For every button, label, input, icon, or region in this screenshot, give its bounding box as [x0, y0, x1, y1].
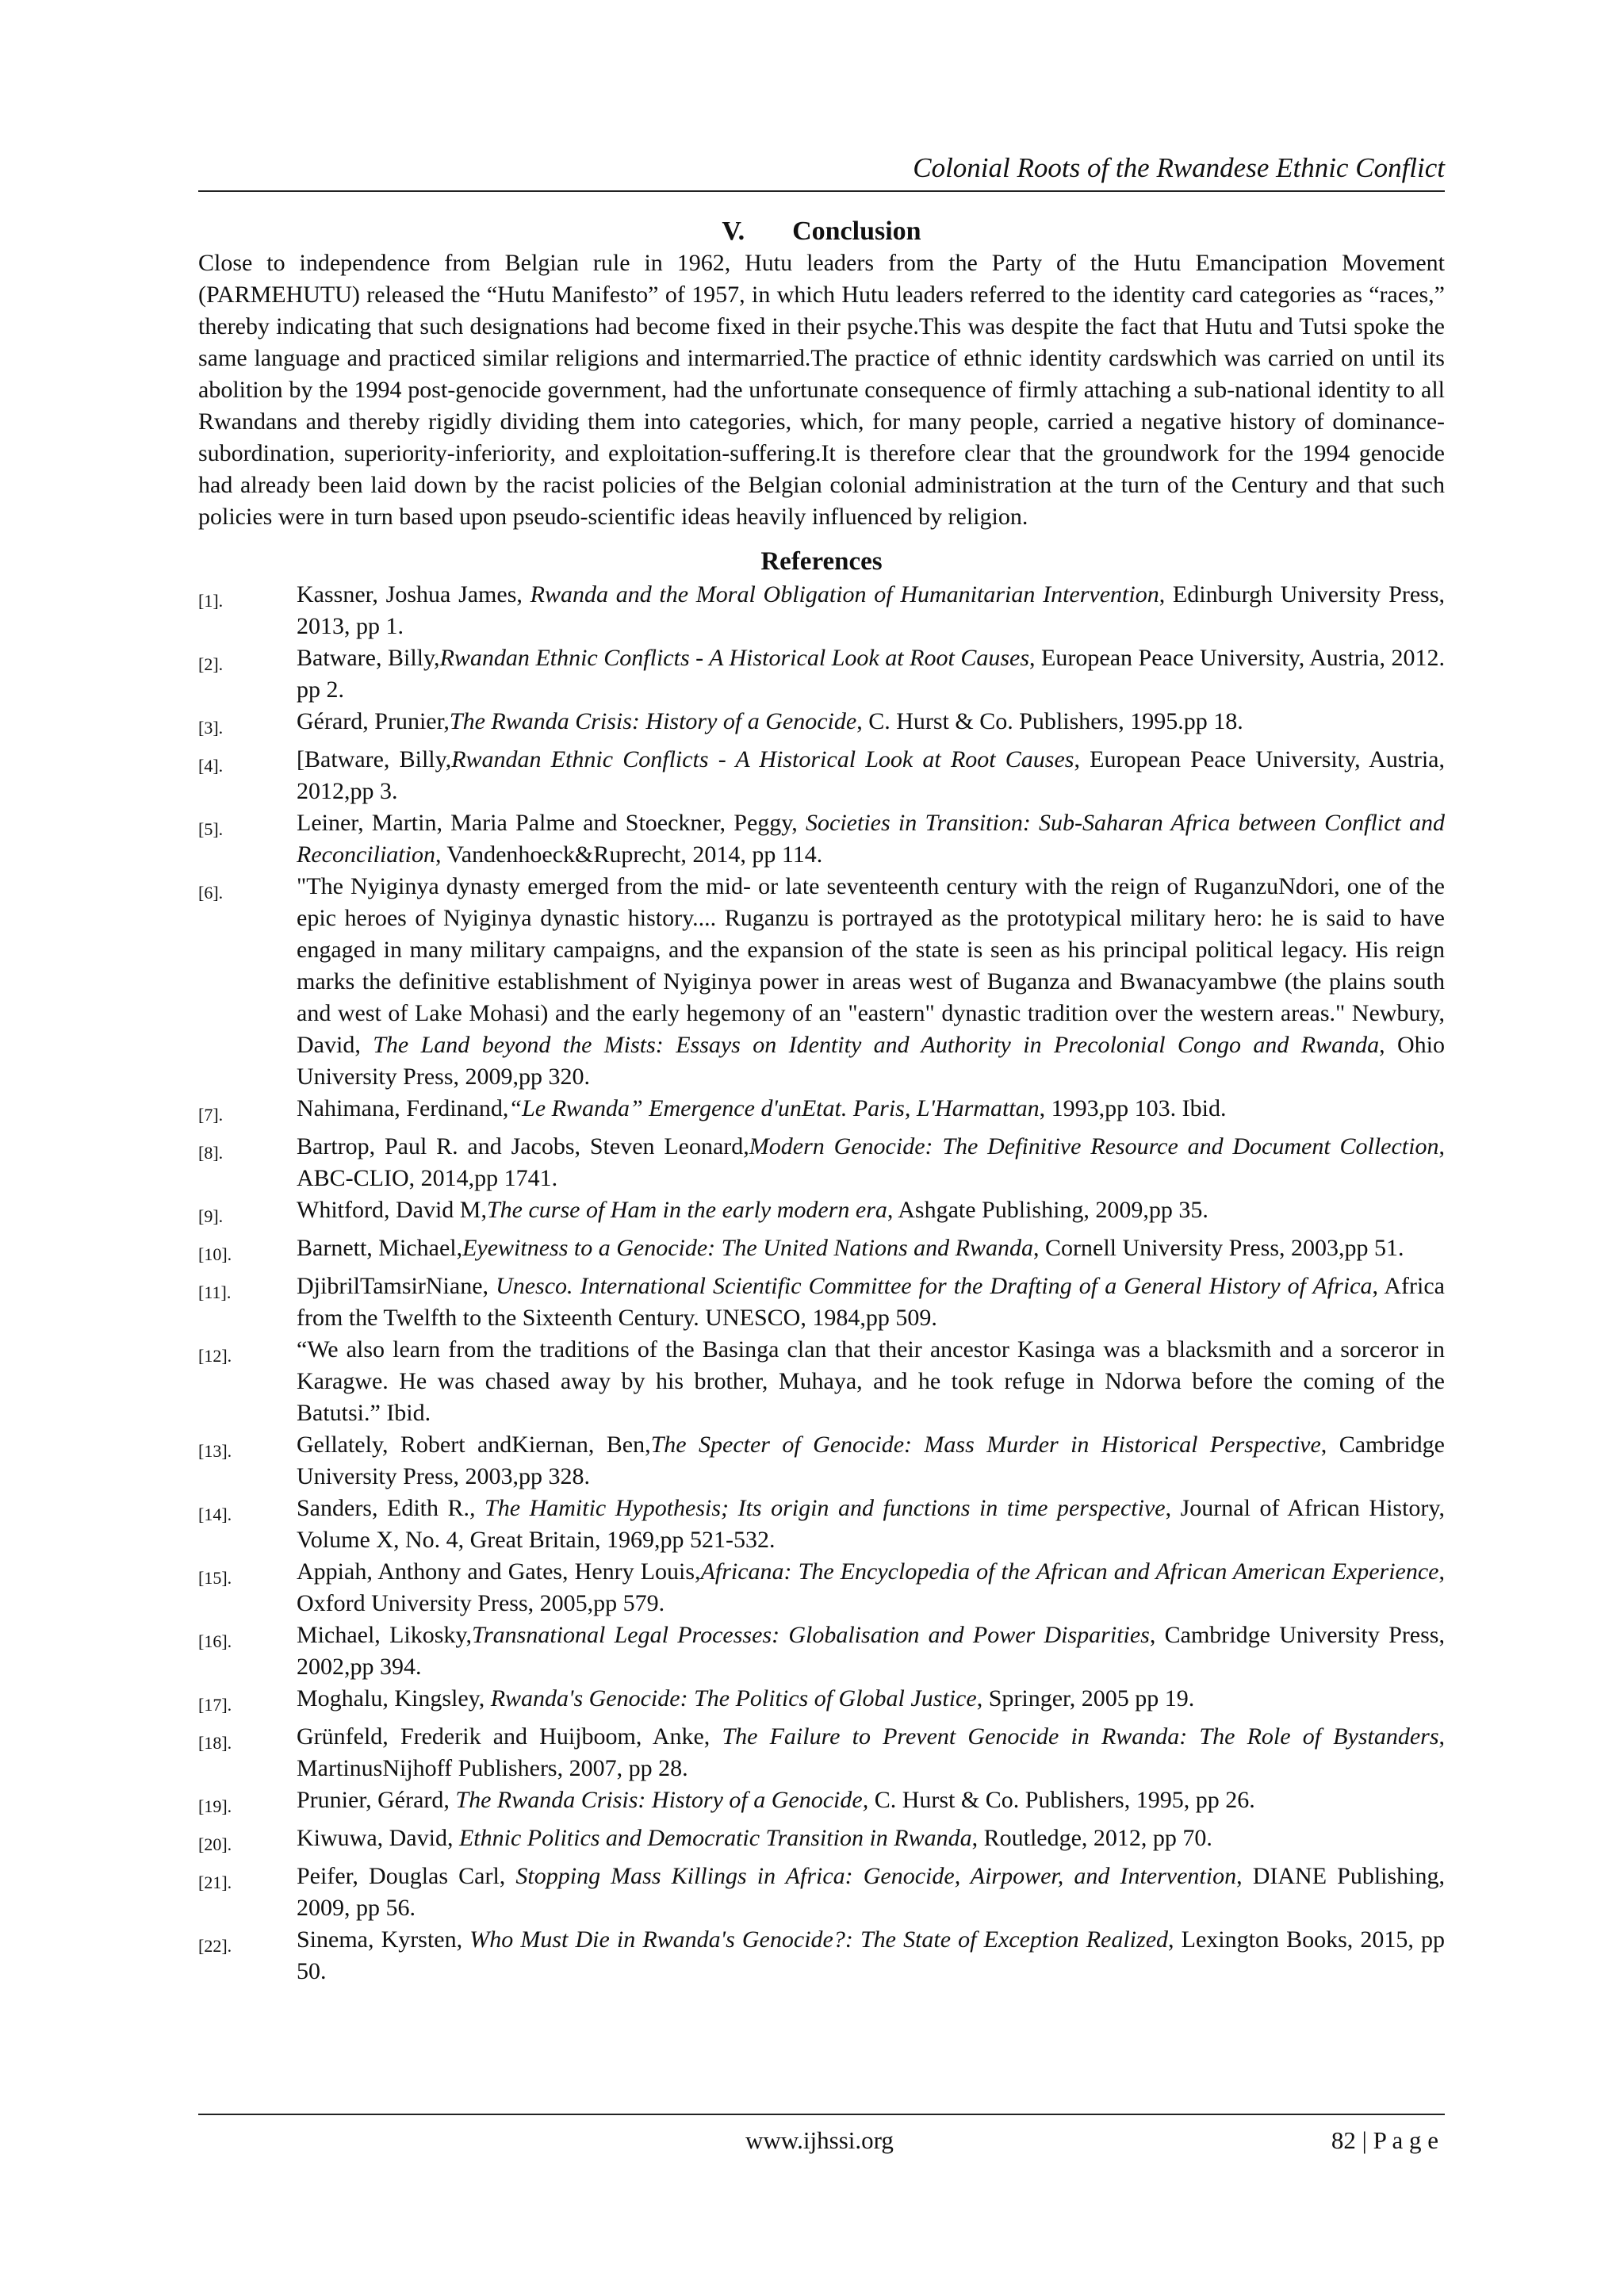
reference-text	[297, 1493, 1445, 1556]
reference-publication: , Springer, 2005 pp 19.	[976, 1685, 1195, 1711]
reference-item	[198, 1429, 1445, 1493]
reference-authors: Batware, Billy,	[297, 645, 440, 671]
section-number: V.	[722, 217, 745, 246]
reference-text	[297, 744, 1445, 807]
reference-number: [18].	[198, 1733, 232, 1753]
reference-item	[198, 1271, 1445, 1334]
reference-title: The Rwanda Crisis: History of a Genocide	[449, 708, 857, 734]
reference-text	[297, 1232, 1445, 1271]
reference-publication: , Ohio University Press, 2009,pp 320.	[297, 1032, 1445, 1090]
reference-authors: Whitford, David M,	[297, 1197, 487, 1223]
reference-number: [8].	[198, 1143, 224, 1163]
reference-publication: , Edinburgh University Press, 2013, pp 1.	[297, 581, 1445, 639]
reference-title: Rwanda and the Moral Obligation of Humanitarian Intervention	[530, 581, 1159, 608]
conclusion-paragraph: Close to independence from Belgian rule in 1962, Hutu leaders from the Party of the Hutu Emancipation Movement (PARMEHUTU) released the “Hutu Manifesto” of 1957, in which Hutu leaders referred to the identity card categories as “races,” thereby indicating that such designations had become fixed in their psyche.This was despite the fact that Hutu and Tutsi spoke the same language and practiced similar religions and intermarried.The practice of ethnic identity cardswhich was carried on until its abolition by the 1994 post-genocide government, had the unfortunate consequence of firmly attaching a sub-national identity to all Rwandans and thereby rigidly dividing them into categories, which, for many people, carried a negative history of dominance-subordination, superiority-inferiority, and exploitation-suffering.It is therefore clear that the groundwork for the 1994 genocide had already been laid down by the racist policies of the Belgian colonial administration at the turn of the Century and that such policies were in turn based upon pseudo-scientific ideas heavily influenced by religion.	[198, 250, 1445, 530]
reference-item	[198, 706, 1445, 744]
reference-title: Modern Genocide: The Definitive Resource and Document Collection	[749, 1133, 1439, 1159]
footer-page-number: 82 | P a g e	[1331, 2126, 1438, 2154]
reference-text	[297, 1093, 1445, 1131]
reference-text	[297, 579, 1445, 642]
reference-title: The Land beyond the Mists: Essays on Identity and Authority in Precolonial Congo and Rwanda	[373, 1032, 1380, 1058]
reference-item	[198, 1823, 1445, 1861]
reference-authors: Leiner, Martin, Maria Palme and Stoeckner, Peggy,	[297, 810, 806, 836]
reference-title: Stopping Mass Killings in Africa: Genocide, Airpower, and Intervention	[515, 1863, 1237, 1889]
reference-title: Transnational Legal Processes: Globalisation and Power Disparities	[471, 1622, 1150, 1648]
reference-number: [12].	[198, 1346, 232, 1366]
reference-title: The Failure to Prevent Genocide in Rwanda: The Role of Bystanders	[722, 1723, 1439, 1750]
reference-number: [13].	[198, 1441, 232, 1461]
reference-authors: [Batware, Billy,	[297, 746, 452, 772]
reference-text	[297, 1721, 1445, 1784]
reference-publication: , 1993,pp 103. Ibid.	[1039, 1095, 1227, 1121]
reference-number: [2].	[198, 654, 224, 674]
reference-item	[198, 1194, 1445, 1232]
reference-publication: , Vandenhoeck&Ruprecht, 2014, pp 114.	[435, 841, 823, 868]
reference-title: Ethnic Politics and Democratic Transition in Rwanda	[458, 1825, 972, 1851]
reference-authors: “We also learn from the traditions of the Basinga clan that their ancestor Kasinga was a blacksmith and a sorceror in Karagwe. He was chased away by his brother, Muhaya, and he took refuge in Ndorwa before the coming of the Batutsi.” Ibid.	[297, 1336, 1445, 1426]
reference-publication: , ABC-CLIO, 2014,pp 1741.	[297, 1133, 1445, 1191]
reference-publication: , DIANE Publishing, 2009, pp 56.	[297, 1863, 1445, 1921]
reference-number: [17].	[198, 1695, 232, 1715]
reference-authors: Gellately, Robert andKiernan, Ben,	[297, 1432, 651, 1458]
reference-item	[198, 1721, 1445, 1784]
reference-item	[198, 1131, 1445, 1194]
reference-title: Unesco. International Scientific Committee for the Drafting of a General History of Africa	[496, 1273, 1373, 1299]
reference-title: Rwanda's Genocide: The Politics of Global Justice	[490, 1685, 977, 1711]
reference-item	[198, 1861, 1445, 1924]
reference-text	[297, 871, 1445, 1093]
reference-title: Africana: The Encyclopedia of the African and African American Experience	[700, 1558, 1439, 1585]
reference-title: Societies in Transition: Sub-Saharan Africa between Conflict and Reconciliation	[297, 810, 1445, 868]
reference-authors: Kiwuwa, David,	[297, 1825, 459, 1851]
references-heading: References	[760, 547, 883, 576]
reference-text	[297, 706, 1445, 744]
reference-number: [6].	[198, 883, 224, 903]
reference-publication: , MartinusNijhoff Publishers, 2007, pp 28.	[297, 1723, 1445, 1781]
reference-item	[198, 744, 1445, 807]
reference-publication: , Cornell University Press, 2003,pp 51.	[1033, 1235, 1404, 1261]
reference-text	[297, 1619, 1445, 1683]
reference-item	[198, 807, 1445, 871]
reference-title: Who Must Die in Rwanda's Genocide?: The State of Exception Realized	[469, 1926, 1169, 1953]
reference-number: [3].	[198, 718, 224, 738]
reference-title: The Specter of Genocide: Mass Murder in Historical Perspective	[650, 1432, 1321, 1458]
reference-publication: , Ashgate Publishing, 2009,pp 35.	[887, 1197, 1208, 1223]
reference-text	[297, 807, 1445, 871]
reference-publication: , Lexington Books, 2015, pp 50.	[297, 1926, 1445, 1984]
page-content	[198, 151, 1445, 1987]
reference-number: [22].	[198, 1936, 232, 1956]
reference-number: [1].	[198, 591, 224, 611]
reference-item	[198, 579, 1445, 642]
reference-authors: "The Nyiginya dynasty emerged from the mid- or late seventeenth century with the reign of RuganzuNdori, one of the epic heroes of Nyiginya dynastic history.... Ruganzu is portrayed as the prototypical military hero: he is said to have engaged in many military campaigns, and the expansion of the state is seen as his principal political legacy. His reign marks the definitive establishment of Nyiginya power in areas west of Buganza and Bwanacyambwe (the plains south and west of Lake Mohasi) and the early hegemony of an "eastern" dynastic tradition over the western areas." Newbury, David,	[297, 873, 1445, 1058]
reference-publication: , C. Hurst & Co. Publishers, 1995.pp 18.	[856, 708, 1243, 734]
reference-publication: , Journal of African History, Volume X, No. 4, Great Britain, 1969,pp 521-532.	[297, 1495, 1445, 1553]
reference-text	[297, 1861, 1445, 1924]
reference-publication: , Routledge, 2012, pp 70.	[971, 1825, 1212, 1851]
reference-authors: DjibrilTamsirNiane,	[297, 1273, 496, 1299]
reference-item	[198, 1683, 1445, 1721]
footer-site[interactable]: www.ijhssi.org	[745, 2126, 894, 2154]
reference-publication: , European Peace University, Austria, 2012,pp 3.	[297, 746, 1445, 804]
reference-number: [5].	[198, 819, 224, 839]
reference-item	[198, 1093, 1445, 1131]
reference-text	[297, 1784, 1445, 1823]
reference-text	[297, 1194, 1445, 1232]
reference-title: , The Hamitic Hypothesis; Its origin and functions in time perspective	[469, 1495, 1166, 1521]
reference-number: [10].	[198, 1244, 232, 1264]
reference-title: The curse of Ham in the early modern era	[486, 1197, 887, 1223]
reference-number: [9].	[198, 1206, 224, 1226]
page-footer	[198, 2114, 1445, 2154]
reference-number: [7].	[198, 1105, 224, 1125]
reference-text	[297, 1823, 1445, 1861]
reference-publication: , Cambridge University Press, 2002,pp 394.	[297, 1622, 1445, 1680]
reference-authors: Kassner, Joshua James,	[297, 581, 530, 608]
reference-number: [14].	[198, 1504, 232, 1524]
reference-authors: Grünfeld, Frederik and Huijboom, Anke,	[297, 1723, 722, 1750]
reference-text	[297, 1429, 1445, 1493]
reference-publication: C. Hurst & Co. Publishers, 1995, pp 26.	[868, 1787, 1255, 1813]
reference-text	[297, 1556, 1445, 1619]
running-header: Colonial Roots of the Rwandese Ethnic Conflict	[198, 151, 1445, 192]
reference-authors: Sinema, Kyrsten,	[297, 1926, 470, 1953]
reference-authors: Bartrop, Paul R. and Jacobs, Steven Leonard,	[297, 1133, 749, 1159]
reference-item	[198, 1232, 1445, 1271]
reference-item	[198, 642, 1445, 706]
reference-text	[297, 1924, 1445, 1987]
reference-authors: Gérard, Prunier,	[297, 708, 450, 734]
reference-title: “Le Rwanda” Emergence d'unEtat. Paris, L'Harmattan	[508, 1095, 1040, 1121]
reference-item	[198, 1619, 1445, 1683]
reference-text	[297, 1131, 1445, 1194]
reference-item	[198, 1334, 1445, 1429]
reference-publication: , European Peace University, Austria, 2012. pp 2.	[297, 645, 1445, 703]
reference-publication: , Africa from the Twelfth to the Sixteenth Century. UNESCO, 1984,pp 509.	[297, 1273, 1445, 1331]
reference-number: [20].	[198, 1834, 232, 1854]
reference-title: The Rwanda Crisis: History of a Genocide,	[455, 1787, 869, 1813]
reference-authors: Peifer, Douglas Carl,	[297, 1863, 516, 1889]
reference-item	[198, 1924, 1445, 1987]
reference-number: [15].	[198, 1568, 232, 1588]
reference-title: Rwandan Ethnic Conflicts - A Historical Look at Root Causes	[451, 746, 1074, 772]
reference-number: [11].	[198, 1282, 232, 1302]
reference-title: Eyewitness to a Genocide: The United Nations and Rwanda	[462, 1235, 1034, 1261]
reference-text	[297, 1683, 1445, 1721]
reference-item	[198, 1784, 1445, 1823]
reference-authors: Prunier, Gérard,	[297, 1787, 456, 1813]
reference-authors: Appiah, Anthony and Gates, Henry Louis,	[297, 1558, 701, 1585]
reference-text	[297, 642, 1445, 706]
reference-item	[198, 1493, 1445, 1556]
reference-publication: , Cambridge University Press, 2003,pp 328.	[297, 1432, 1445, 1489]
reference-authors: Michael, Likosky,	[297, 1622, 472, 1648]
reference-item	[198, 1556, 1445, 1619]
reference-publication: , Oxford University Press, 2005,pp 579.	[297, 1558, 1446, 1616]
reference-authors: Sanders, Edith R.	[297, 1495, 470, 1521]
reference-text	[297, 1334, 1445, 1429]
reference-item	[198, 871, 1445, 1093]
reference-authors: Barnett, Michael,	[297, 1235, 463, 1261]
reference-authors: Nahimana, Ferdinand,	[297, 1095, 509, 1121]
reference-text	[297, 1271, 1445, 1334]
reference-authors: Moghalu, Kingsley,	[297, 1685, 491, 1711]
reference-number: [4].	[198, 756, 224, 776]
reference-number: [21].	[198, 1872, 232, 1892]
reference-title: Rwandan Ethnic Conflicts - A Historical Look at Root Causes	[439, 645, 1030, 671]
reference-number: [16].	[198, 1631, 232, 1651]
section-title: Conclusion	[792, 217, 921, 246]
section-heading	[198, 216, 1445, 247]
references-list	[198, 579, 1445, 1987]
reference-number: [19].	[198, 1796, 232, 1816]
